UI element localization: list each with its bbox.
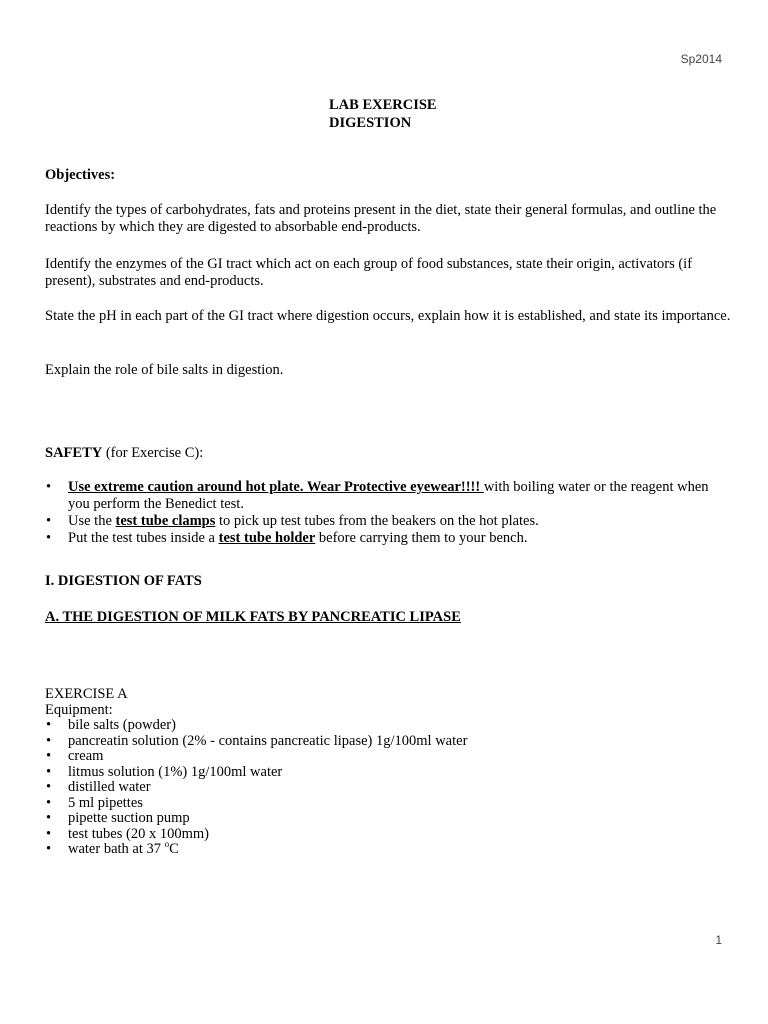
section-heading: I. DIGESTION OF FATS: [45, 573, 202, 589]
bullet-icon: •: [46, 513, 52, 529]
equipment-item-unit: C: [169, 841, 179, 857]
safety-heading: [45, 445, 735, 462]
equipment-item-text: pipette suction pump: [68, 810, 190, 826]
safety-item-bold: test tube holder: [218, 530, 316, 546]
equipment-item: [46, 811, 726, 827]
objective-paragraph: Explain the role of bile salts in digestion.: [45, 362, 284, 378]
equipment-list: [46, 718, 726, 858]
equipment-item-text: cream: [68, 748, 104, 764]
bullet-icon: •: [46, 479, 52, 495]
bullet-icon: •: [46, 717, 52, 733]
equipment-item: [46, 796, 726, 812]
document-code: Sp2014: [680, 52, 722, 66]
objectives-heading: Objectives:: [45, 167, 116, 183]
equipment-item-text: test tubes (20 x 100mm): [68, 825, 209, 842]
equipment-item-text: water bath at 37: [68, 841, 165, 857]
safety-item-text: Put the test tubes inside a: [68, 530, 219, 546]
equipment-label: Equipment:: [45, 702, 113, 718]
doc-title-line2: DIGESTION: [329, 115, 412, 131]
safety-item: [46, 530, 726, 547]
bullet-icon: •: [46, 825, 52, 842]
equipment-item: [46, 765, 726, 781]
bullet-icon: •: [46, 810, 52, 826]
safety-item: [46, 479, 726, 513]
exercise-title: EXERCISE A: [45, 686, 128, 702]
bullet-icon: •: [46, 779, 52, 795]
safety-item-text: to pick up test tubes from the beakers on the hot plates.: [215, 513, 539, 529]
bullet-icon: •: [46, 748, 52, 764]
section-subheading: A. THE DIGESTION OF MILK FATS BY PANCREATIC LIPASE: [45, 609, 461, 625]
equipment-item: [46, 839, 726, 858]
objective-paragraph: State the pH in each part of the GI tract where digestion occurs, explain how it is established, and state its importance.: [45, 308, 731, 324]
equipment-item-text: distilled water: [68, 779, 151, 795]
bullet-icon: •: [46, 763, 52, 780]
equipment-item-text: litmus solution (1%) 1g/100ml water: [68, 763, 283, 780]
safety-item-bold: Use extreme caution around hot plate. Wear Protective eyewear!!!!: [68, 479, 484, 495]
objective-paragraph: Identify the types of carbohydrates, fats and proteins present in the diet, state their general formulas, and outline the reactions by which they are digested to absorbable end-products.: [45, 202, 717, 235]
equipment-item: [46, 734, 726, 750]
bullet-icon: •: [46, 794, 52, 811]
bullet-icon: •: [46, 732, 52, 749]
bullet-icon: •: [46, 841, 52, 857]
safety-item: [46, 513, 726, 530]
safety-item-bold: test tube clamps: [115, 513, 216, 529]
page-number: 1: [715, 933, 722, 947]
safety-item-text: before carrying them to your bench.: [315, 530, 528, 546]
safety-list: [46, 479, 726, 547]
objective-paragraph: Identify the enzymes of the GI tract which act on each group of food substances, state their origin, activators (if present), substrates and end-products.: [45, 256, 693, 289]
equipment-item-text: 5 ml pipettes: [68, 794, 143, 811]
safety-item-text: Use the: [68, 513, 116, 529]
equipment-item-text: pancreatin solution (2% - contains pancreatic lipase) 1g/100ml water: [68, 732, 468, 749]
equipment-item: [46, 718, 726, 734]
equipment-item: [46, 780, 726, 796]
bullet-icon: •: [46, 530, 52, 546]
safety-heading-rest: (for Exercise C):: [102, 445, 204, 461]
safety-item-text: with boiling water or the reagent when you perform the Benedict test.: [68, 479, 709, 512]
degree-superscript: o: [164, 839, 170, 850]
safety-heading-bold: SAFETY: [45, 445, 103, 461]
equipment-item: [46, 749, 726, 765]
doc-title-line1: LAB EXERCISE: [329, 97, 437, 113]
equipment-item: [46, 827, 726, 843]
equipment-item-text: bile salts (powder): [68, 717, 176, 733]
